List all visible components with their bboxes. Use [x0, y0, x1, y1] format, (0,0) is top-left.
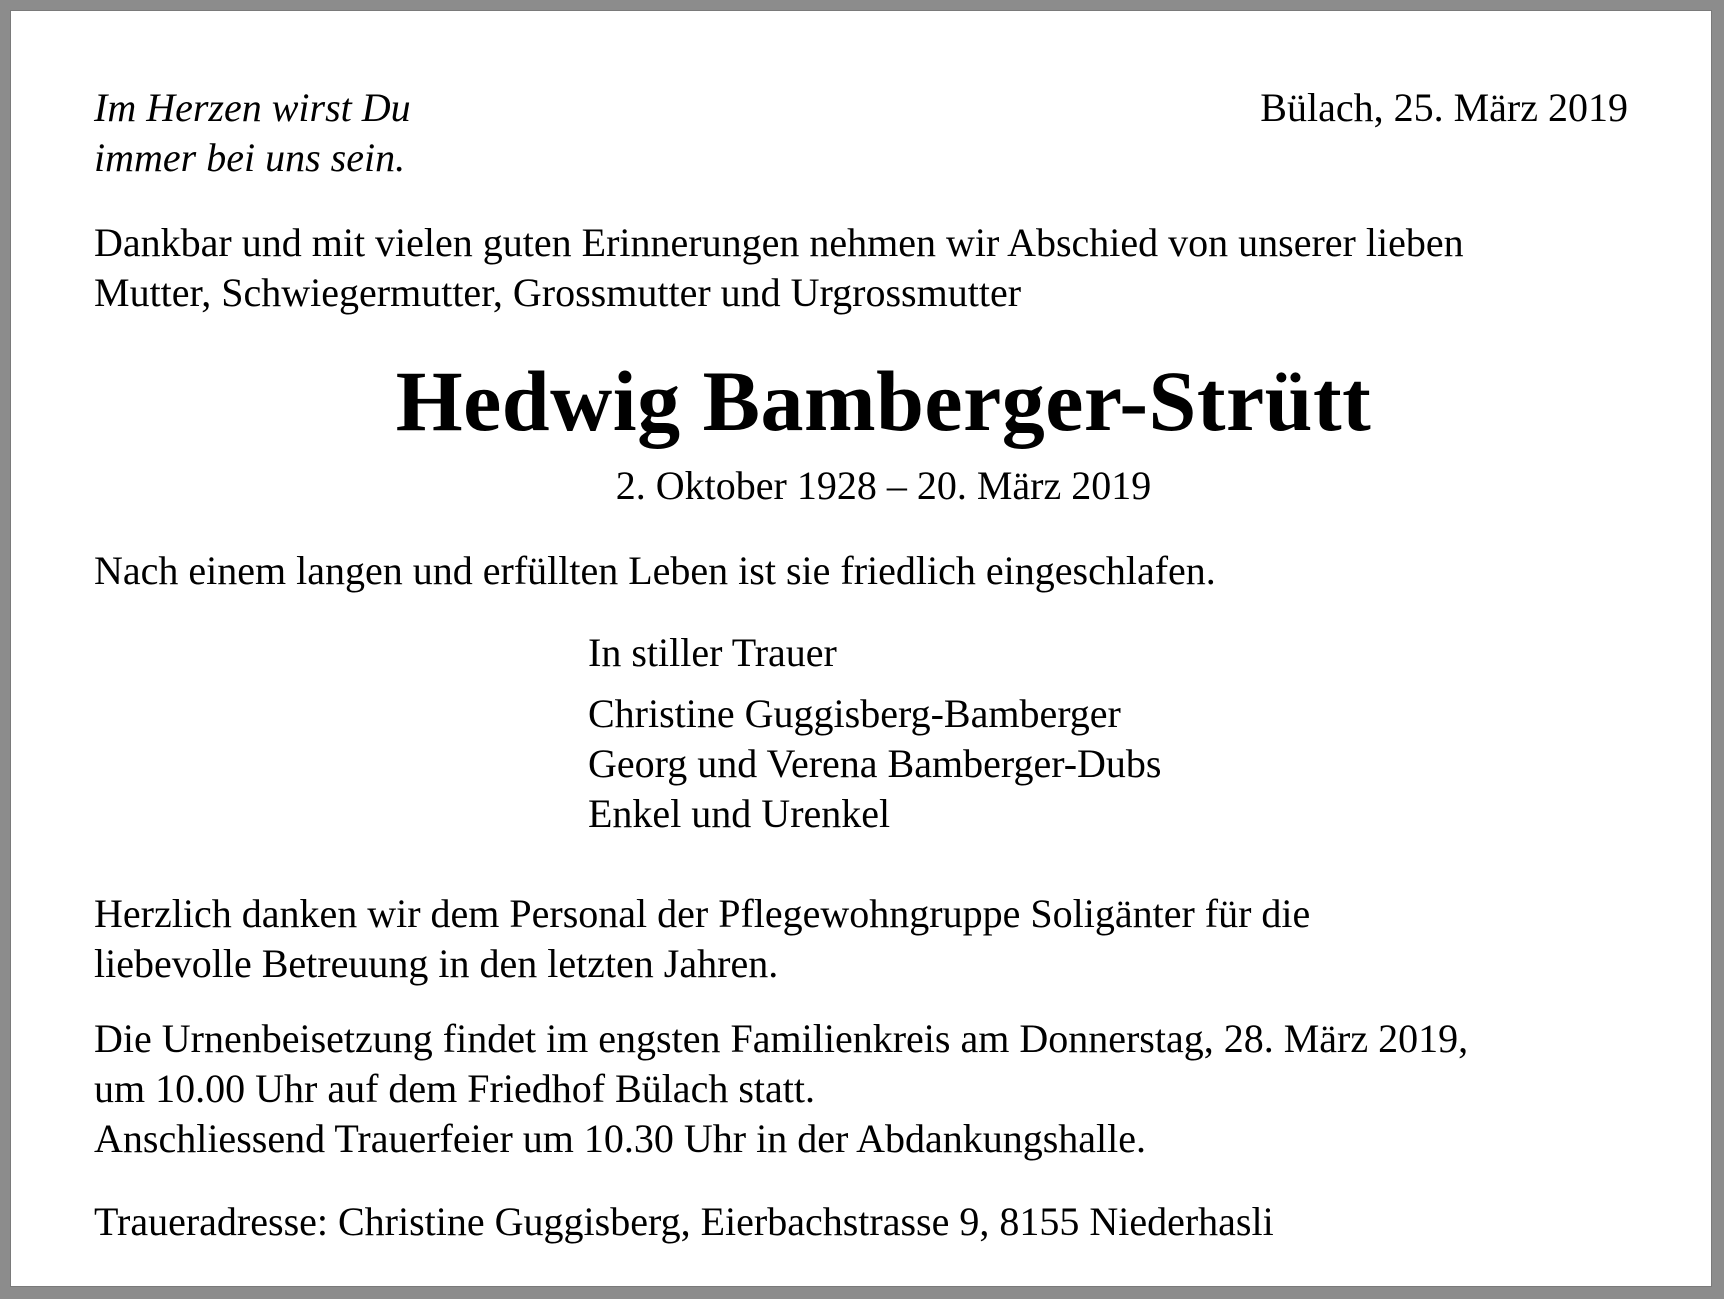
mourner-3: Enkel und Urenkel	[588, 791, 891, 836]
mourners-list	[588, 689, 1162, 839]
mourner-2: Georg und Verena Bamberger-Dubs	[588, 741, 1162, 786]
deceased-lifespan: 2. Oktober 1928 – 20. März 2019	[615, 463, 1152, 508]
ceremony-line-1: Die Urnenbeisetzung findet im engsten Familienkreis am Donnerstag, 28. März 2019,	[94, 1016, 1469, 1061]
life-text: Nach einem langen und erfüllten Leben ist sie friedlich eingeschlafen.	[94, 548, 1216, 593]
ceremony-line-2: um 10.00 Uhr auf dem Friedhof Bülach statt.	[94, 1066, 815, 1111]
thanks-text	[94, 889, 1310, 989]
obituary-notice	[11, 11, 1711, 1286]
ceremony-line-3: Anschliessend Trauerfeier um 10.30 Uhr in der Abdankungshalle.	[94, 1116, 1147, 1161]
mourning-label: In stiller Trauer	[588, 630, 837, 675]
intro-line-2: Mutter, Schwiegermutter, Grossmutter und Urgrossmutter	[94, 270, 1022, 315]
motto-line-2: immer bei uns sein.	[94, 135, 406, 180]
thanks-line-1: Herzlich danken wir dem Personal der Pflegewohngruppe Soligänter für die	[94, 891, 1311, 936]
motto-line-1: Im Herzen wirst Du	[94, 85, 411, 130]
mourner-1: Christine Guggisberg-Bamberger	[588, 691, 1121, 736]
mourning-address: Traueradresse: Christine Guggisberg, Eierbachstrasse 9, 8155 Niederhasli	[94, 1199, 1274, 1244]
deceased-name: Hedwig Bamberger-Strütt	[395, 353, 1372, 449]
place-date: Bülach, 25. März 2019	[1260, 85, 1628, 130]
intro-text	[94, 218, 1464, 318]
intro-line-1: Dankbar und mit vielen guten Erinnerungen nehmen wir Abschied von unserer lieben	[94, 220, 1464, 265]
thanks-line-2: liebevolle Betreuung in den letzten Jahren.	[94, 941, 779, 986]
ceremony-text	[94, 1014, 1468, 1164]
motto	[94, 83, 411, 183]
